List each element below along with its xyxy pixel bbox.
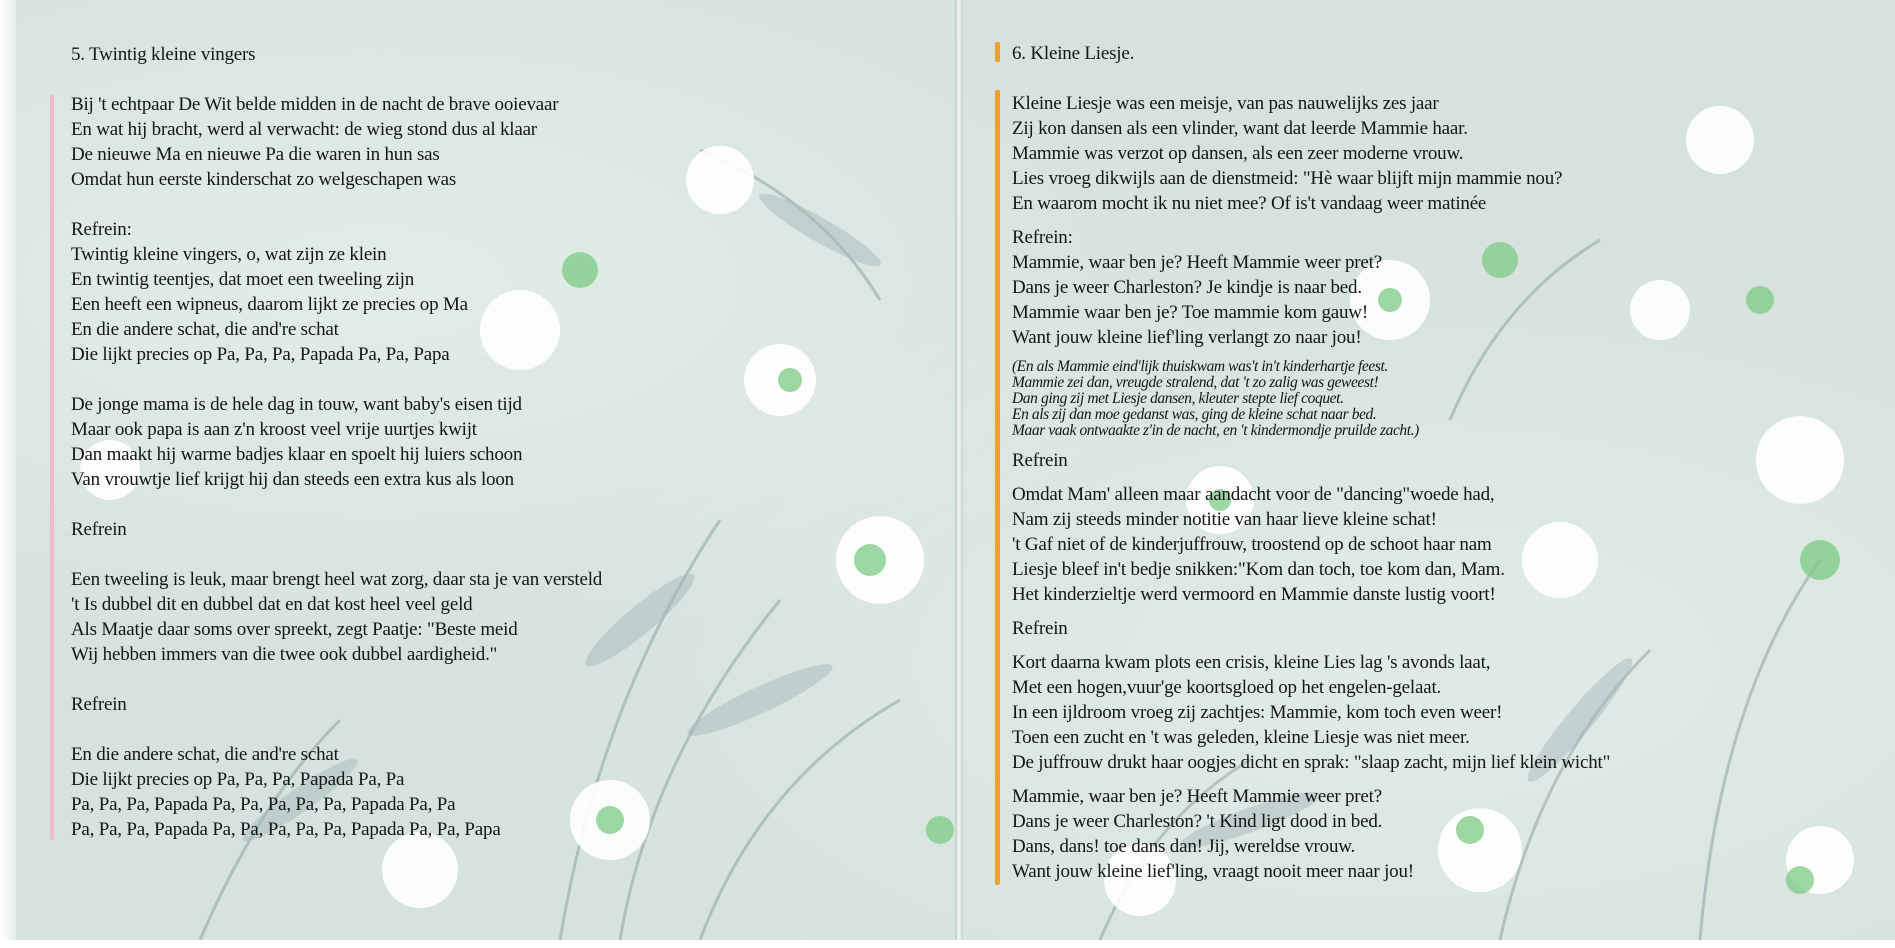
left-margin-stripe bbox=[50, 95, 54, 840]
refrain-label: Refrein bbox=[71, 694, 127, 715]
lyric-line: Want jouw kleine lief'ling, vraagt nooit meer naar jou! bbox=[1012, 861, 1414, 882]
left-page-edge bbox=[0, 0, 16, 948]
lyric-line: Omdat Mam' alleen maar aandacht voor de "dancing"woede had, bbox=[1012, 484, 1495, 505]
right-margin-stripe bbox=[995, 90, 1000, 885]
lyric-line: Mammie, waar ben je? Heeft Mammie weer pret? bbox=[1012, 252, 1382, 273]
spoken-line: Mammie zei dan, vreugde stralend, dat 't zo zalig was geweest! bbox=[1012, 374, 1379, 391]
lyric-line: Dan maakt hij warme badjes klaar en spoelt hij luiers schoon bbox=[71, 444, 523, 465]
lyric-line: Omdat hun eerste kinderschat zo welgeschapen was bbox=[71, 169, 457, 190]
right-page-lyrics bbox=[1012, 41, 1610, 884]
spine-gutter bbox=[955, 0, 963, 948]
lyric-line: En die andere schat, die and're schat bbox=[71, 319, 339, 340]
lyric-line: Pa, Pa, Pa, Papada Pa, Pa, Pa, Pa, Pa, Papada Pa, Pa bbox=[71, 794, 456, 815]
refrain-label: Refrein bbox=[71, 519, 127, 540]
lyric-line: En die andere schat, die and're schat bbox=[71, 744, 339, 765]
lyric-line: Dans je weer Charleston? Je kindje is naar bed. bbox=[1012, 277, 1362, 298]
lyric-line: Twintig kleine vingers, o, wat zijn ze klein bbox=[71, 244, 387, 265]
lyric-line: En waarom mocht ik nu niet mee? Of is't vandaag weer matinée bbox=[1012, 193, 1487, 214]
refrain-label: Refrein bbox=[1012, 450, 1068, 471]
lyric-line: Die lijkt precies op Pa, Pa, Pa, Papada Pa, Pa, Papa bbox=[71, 344, 450, 365]
right-title-marker bbox=[995, 42, 1000, 62]
lyric-line: En twintig teentjes, dat moet een tweeling zijn bbox=[71, 269, 415, 290]
lyric-line: In een ijldroom vroeg zij zachtjes: Mammie, kom toch even weer! bbox=[1012, 702, 1503, 723]
lyric-line: De jonge mama is de hele dag in touw, want baby's eisen tijd bbox=[71, 394, 522, 415]
lyric-line: Liesje bleef in't bedje snikken:"Kom dan toch, toe kom dan, Mam. bbox=[1012, 559, 1505, 580]
lyric-line: Wij hebben immers van die twee ook dubbel aardigheid." bbox=[71, 644, 498, 665]
lyric-line: Dans, dans! toe dans dan! Jij, wereldse vrouw. bbox=[1012, 836, 1356, 857]
lyric-line: Toen een zucht en 't was geleden, kleine Liesje was niet meer. bbox=[1012, 727, 1470, 748]
lyric-line: Als Maatje daar soms over spreekt, zegt Paatje: "Beste meid bbox=[71, 619, 518, 640]
lyric-line: Een heeft een wipneus, daarom lijkt ze precies op Ma bbox=[71, 294, 468, 315]
spoken-line: Maar vaak ontwaakte z'in de nacht, en 't kindermondje pruilde zacht.) bbox=[1012, 422, 1419, 439]
lyric-line: Lies vroeg dikwijls aan de dienstmeid: "Hè waar blijft mijn mammie nou? bbox=[1012, 168, 1563, 189]
spoken-line: En als zij dan moe gedanst was, ging de kleine schat naar bed. bbox=[1012, 406, 1377, 423]
lyric-line: Want jouw kleine lief'ling verlangt zo naar jou! bbox=[1012, 327, 1362, 348]
lyric-line: 't Gaf niet of de kinderjuffrouw, troostend op de schoot haar nam bbox=[1012, 534, 1492, 555]
lyric-line: Kleine Liesje was een meisje, van pas nauwelijks zes jaar bbox=[1012, 93, 1439, 114]
lyric-line: 't Is dubbel dit en dubbel dat en dat kost heel veel geld bbox=[71, 594, 473, 615]
lyric-line: Mammie, waar ben je? Heeft Mammie weer pret? bbox=[1012, 786, 1382, 807]
lyric-line: Mammie waar ben je? Toe mammie kom gauw! bbox=[1012, 302, 1368, 323]
lyric-line: Een tweeling is leuk, maar brengt heel wat zorg, daar sta je van versteld bbox=[71, 569, 603, 590]
lyric-line: Nam zij steeds minder notitie van haar lieve kleine schat! bbox=[1012, 509, 1437, 530]
spoken-line: Dan ging zij met Liesje dansen, kleuter stepte lief coquet. bbox=[1012, 390, 1344, 407]
lyric-line: Zij kon dansen als een vlinder, want dat leerde Mammie haar. bbox=[1012, 118, 1468, 139]
left-page-lyrics bbox=[71, 42, 602, 842]
lyric-line: Dans je weer Charleston? 't Kind ligt dood in bed. bbox=[1012, 811, 1383, 832]
lyric-line: Pa, Pa, Pa, Papada Pa, Pa, Pa, Pa, Pa, Papada Pa, Pa, Papa bbox=[71, 819, 501, 840]
song-title-6: 6. Kleine Liesje. bbox=[1012, 43, 1135, 64]
refrain-label: Refrein bbox=[1012, 618, 1068, 639]
lyric-line: Mammie was verzot op dansen, als een zeer moderne vrouw. bbox=[1012, 143, 1464, 164]
lyric-line: Het kinderzieltje werd vermoord en Mammie danste lustig voort! bbox=[1012, 584, 1496, 605]
spoken-line: (En als Mammie eind'lijk thuiskwam was't in't kinderhartje feest. bbox=[1012, 358, 1388, 375]
refrain-label: Refrein: bbox=[1012, 227, 1073, 248]
song-title-5: 5. Twintig kleine vingers bbox=[71, 44, 256, 65]
lyric-line: Kort daarna kwam plots een crisis, kleine Lies lag 's avonds laat, bbox=[1012, 652, 1491, 673]
lyric-line: Van vrouwtje lief krijgt hij dan steeds een extra kus als loon bbox=[71, 469, 514, 490]
lyric-line: De nieuwe Ma en nieuwe Pa die waren in hun sas bbox=[71, 144, 440, 165]
lyric-line: Bij 't echtpaar De Wit belde midden in de nacht de brave ooievaar bbox=[71, 94, 559, 115]
lyric-line: Die lijkt precies op Pa, Pa, Pa, Papada Pa, Pa bbox=[71, 769, 405, 790]
lyric-line: De juffrouw drukt haar oogjes dicht en sprak: "slaap zacht, mijn lief klein wicht" bbox=[1012, 752, 1611, 773]
lyric-line: Maar ook papa is aan z'n kroost veel vrije uurtjes kwijt bbox=[71, 419, 477, 440]
bottom-edge bbox=[0, 940, 1895, 948]
refrain-label: Refrein: bbox=[71, 219, 132, 240]
lyric-line: Met een hogen,vuur'ge koortsgloed op het engelen-gelaat. bbox=[1012, 677, 1442, 698]
lyric-line: En wat hij bracht, werd al verwacht: de wieg stond dus al klaar bbox=[71, 119, 537, 140]
